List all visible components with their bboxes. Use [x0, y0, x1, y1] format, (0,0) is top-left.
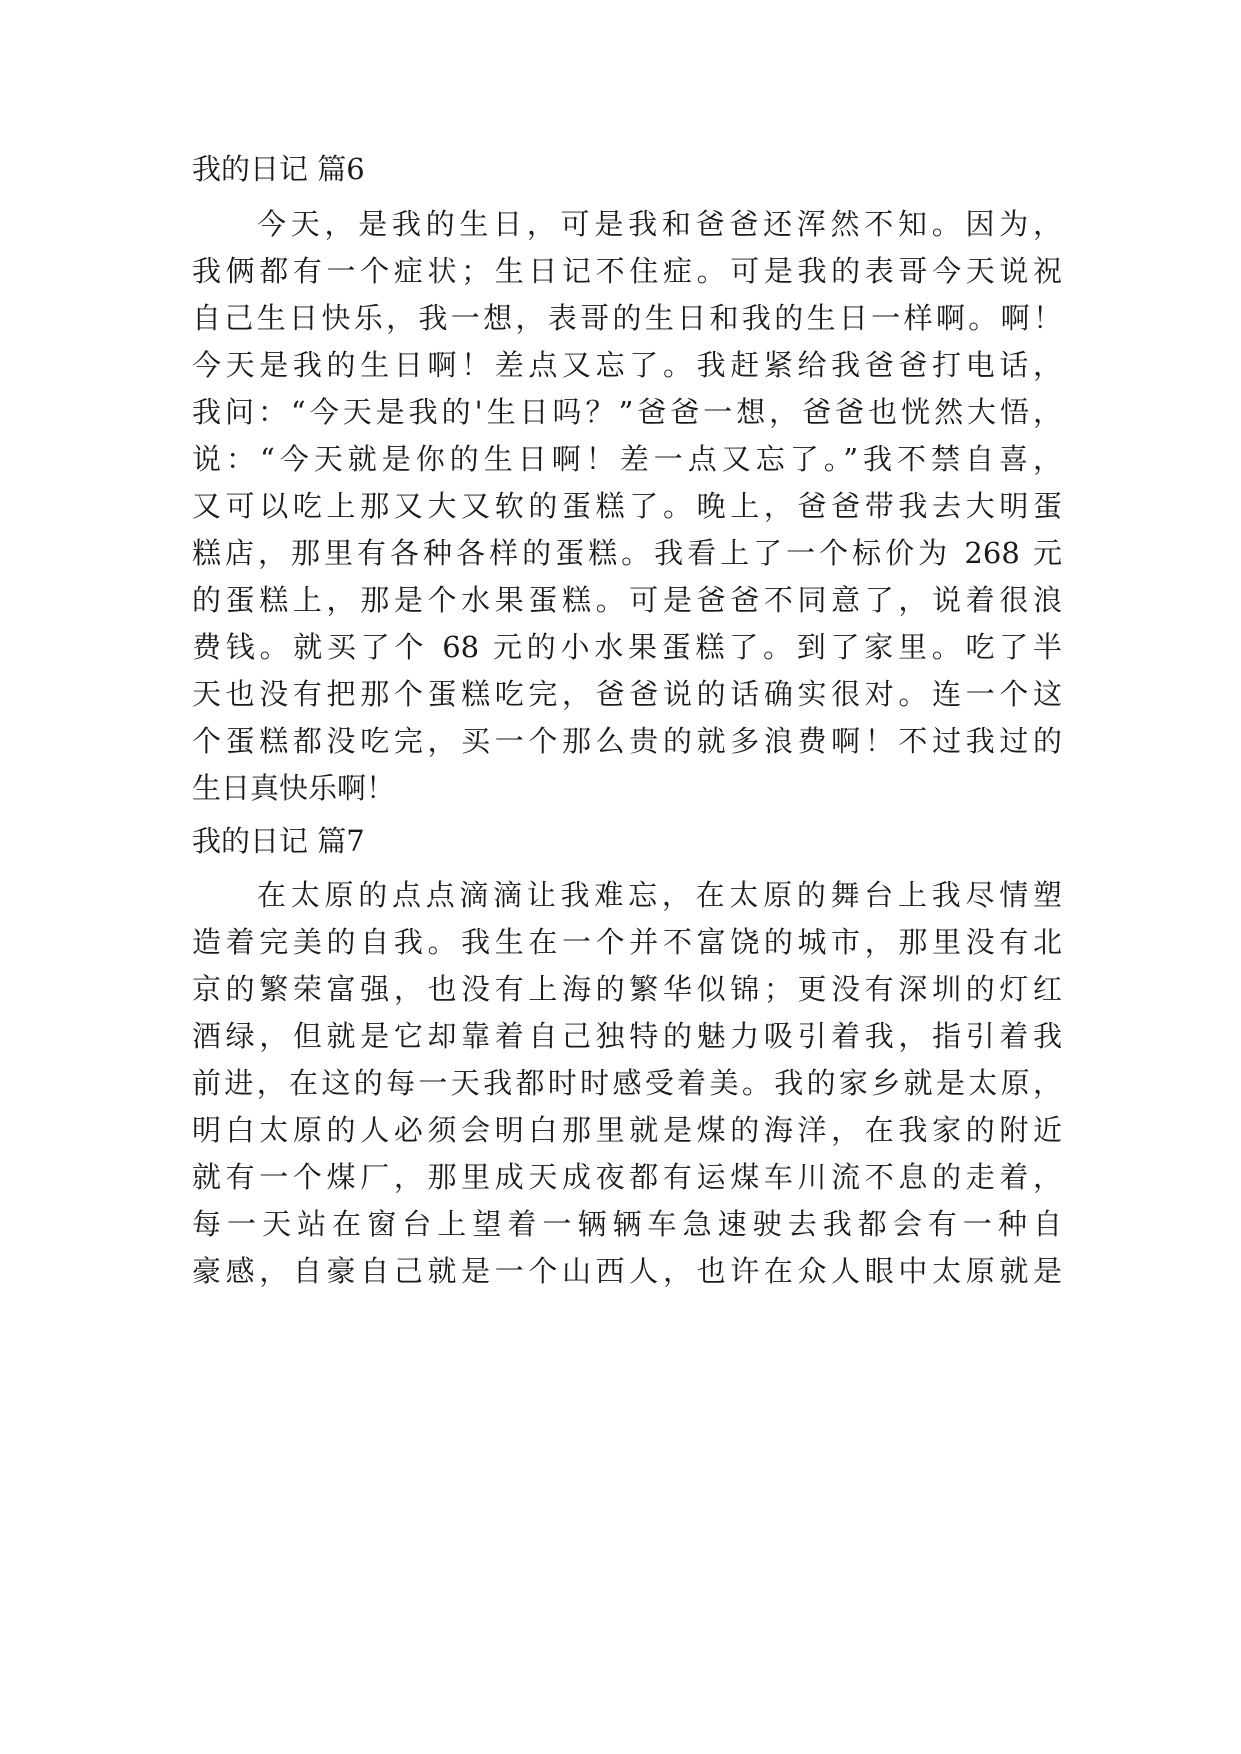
paragraph-line: 说：“今天就是你的生日啊！差一点又忘了。”我不禁自喜，: [192, 442, 1062, 476]
entry-heading: 我的日记 篇7: [192, 824, 365, 858]
paragraph-line: 造着完美的自我。我生在一个并不富饶的城市，那里没有北: [192, 925, 1062, 959]
paragraph-line: 今天是我的生日啊！差点又忘了。我赶紧给我爸爸打电话，: [192, 348, 1062, 382]
paragraph-line: 就有一个煤厂，那里成天成夜都有运煤车川流不息的走着，: [192, 1160, 1062, 1194]
paragraph-line: 我俩都有一个症状；生日记不住症。可是我的表哥今天说祝: [192, 254, 1062, 288]
paragraph-line: 在太原的点点滴滴让我难忘，在太原的舞台上我尽情塑: [257, 878, 1062, 912]
paragraph-line: 豪感，自豪自己就是一个山西人，也许在众人眼中太原就是: [192, 1254, 1062, 1288]
paragraph-line: 我问：“今天是我的'生日吗？”爸爸一想，爸爸也恍然大悟，: [192, 395, 1062, 429]
paragraph-line: 生日真快乐啊！: [192, 771, 396, 805]
paragraph-line: 前进，在这的每一天我都时时感受着美。我的家乡就是太原，: [192, 1066, 1062, 1100]
paragraph-line: 费钱。就买了个 68 元的小水果蛋糕了。到了家里。吃了半: [192, 630, 1062, 664]
paragraph-line: 每一天站在窗台上望着一辆辆车急速驶去我都会有一种自: [192, 1207, 1062, 1241]
paragraph-line: 糕店，那里有各种各样的蛋糕。我看上了一个标价为 268 元: [192, 536, 1062, 570]
paragraph-line: 的蛋糕上，那是个水果蛋糕。可是爸爸不同意了，说着很浪: [192, 583, 1062, 617]
paragraph-line: 又可以吃上那又大又软的蛋糕了。晚上，爸爸带我去大明蛋: [192, 489, 1062, 523]
paragraph-line: 明白太原的人必须会明白那里就是煤的海洋，在我家的附近: [192, 1113, 1062, 1147]
paragraph-line: 个蛋糕都没吃完，买一个那么贵的就多浪费啊！不过我过的: [192, 724, 1062, 758]
paragraph-line: 今天，是我的生日，可是我和爸爸还浑然不知。因为，: [257, 207, 1062, 241]
paragraph-line: 京的繁荣富强，也没有上海的繁华似锦；更没有深圳的灯红: [192, 972, 1062, 1006]
paragraph-line: 自己生日快乐，我一想，表哥的生日和我的生日一样啊。啊！: [192, 301, 1062, 335]
paragraph-line: 酒绿，但就是它却靠着自己独特的魅力吸引着我，指引着我: [192, 1019, 1062, 1053]
paragraph-line: 天也没有把那个蛋糕吃完，爸爸说的话确实很对。连一个这: [192, 677, 1062, 711]
entry-heading: 我的日记 篇6: [192, 152, 365, 186]
